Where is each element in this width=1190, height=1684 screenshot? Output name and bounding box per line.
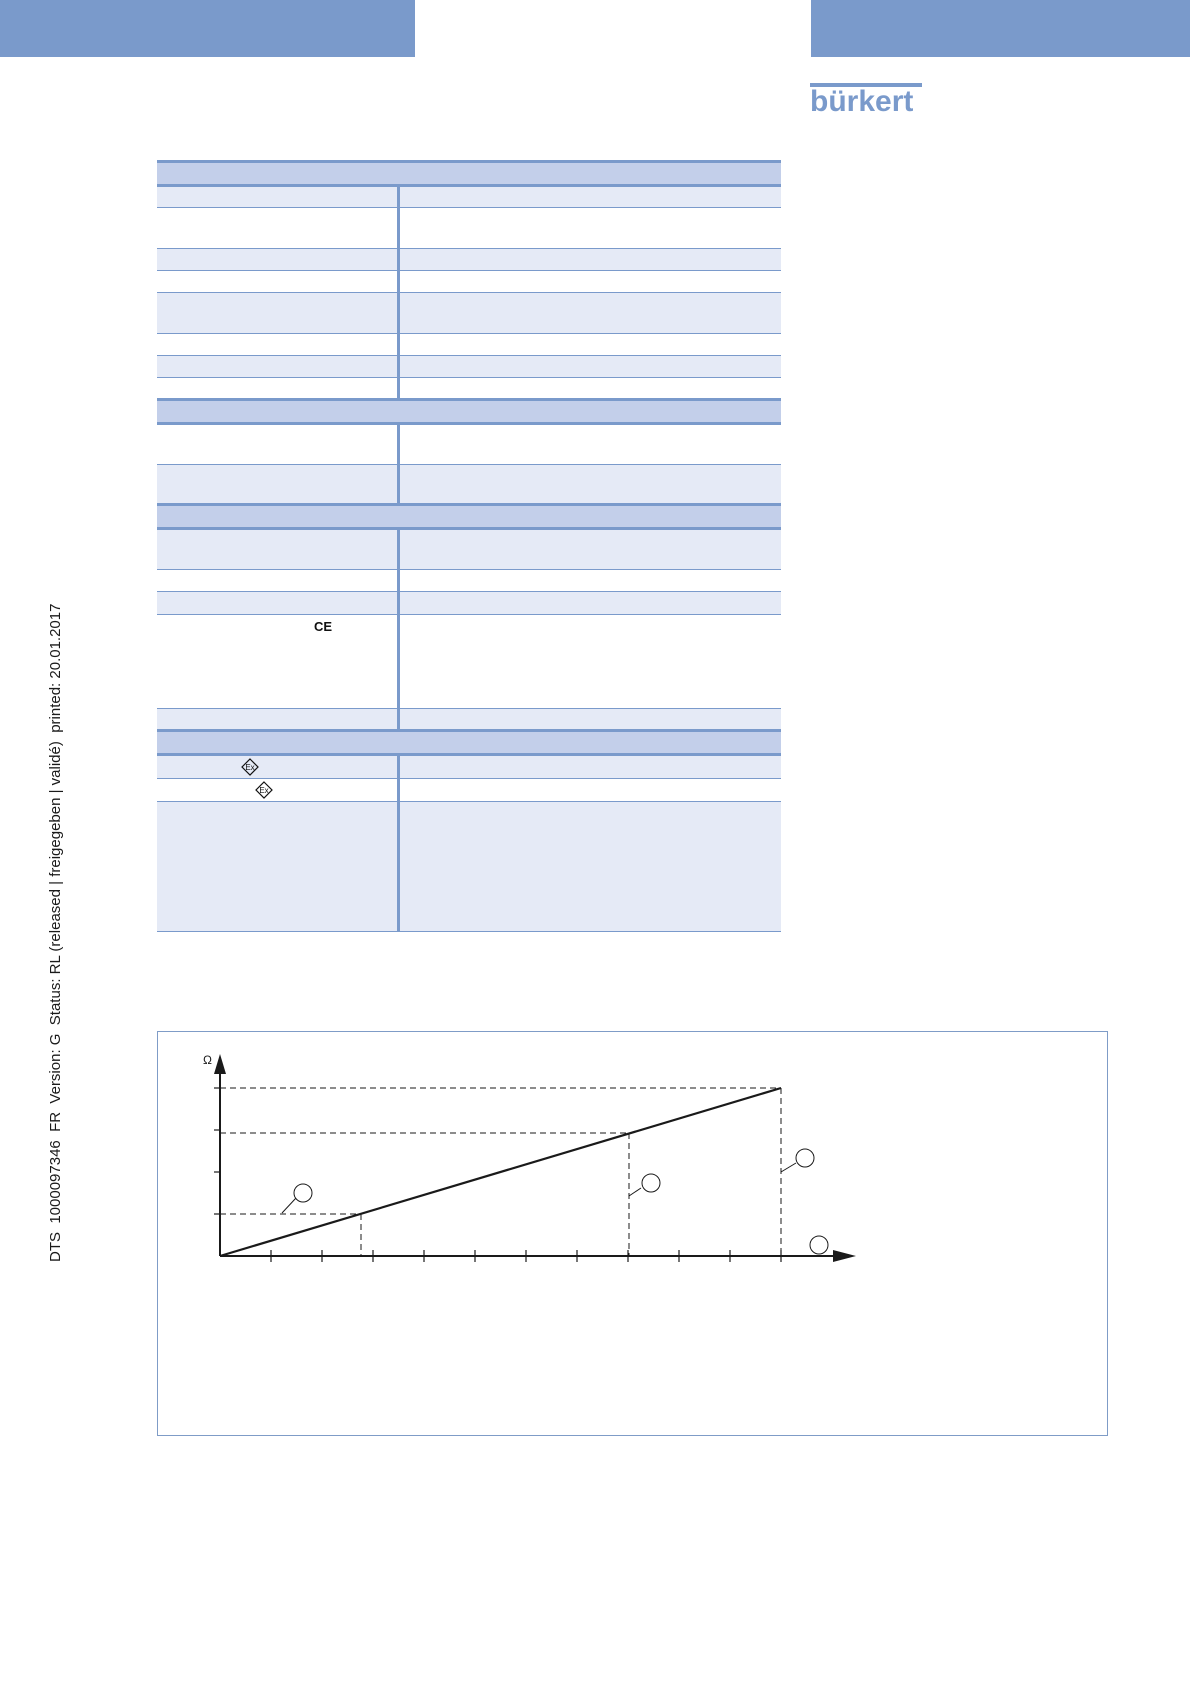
table-row	[157, 802, 781, 932]
ex-mark-icon	[255, 781, 273, 799]
table-section-header	[157, 398, 781, 425]
table-row	[157, 356, 781, 378]
table-row	[157, 187, 781, 208]
resistance-graph	[158, 1032, 1107, 1435]
table-row	[157, 465, 781, 503]
table-row	[157, 334, 781, 356]
table-row	[157, 378, 781, 398]
svg-text:Ex: Ex	[245, 763, 255, 772]
resistance-graph-panel	[157, 1031, 1108, 1436]
characteristic-line	[220, 1088, 781, 1256]
y-axis-arrow	[214, 1054, 226, 1074]
table-row	[157, 271, 781, 293]
table-row	[157, 592, 781, 615]
table-row	[157, 779, 781, 802]
table-row	[157, 208, 781, 249]
logo-text: bürkert	[810, 85, 914, 118]
table-row	[157, 249, 781, 271]
header-band-right	[811, 0, 1190, 57]
x-axis-arrow	[833, 1250, 856, 1262]
table-row	[157, 615, 781, 709]
specification-table	[157, 160, 781, 932]
table-row	[157, 570, 781, 592]
table-row	[157, 756, 781, 779]
table-row	[157, 293, 781, 334]
y-axis-symbol: Ω	[203, 1053, 212, 1067]
table-section-header	[157, 503, 781, 530]
callout-marker	[810, 1236, 828, 1254]
callouts	[282, 1149, 828, 1254]
ce-mark: CE	[314, 619, 333, 634]
header-band-left	[0, 0, 415, 57]
table-row	[157, 530, 781, 570]
ex-mark-icon	[241, 758, 259, 776]
callout-marker	[294, 1184, 312, 1202]
burkert-logo	[810, 83, 922, 119]
table-section-header	[157, 160, 781, 187]
table-row	[157, 425, 781, 465]
table-row	[157, 709, 781, 729]
svg-text:Ex: Ex	[259, 786, 269, 795]
callout-marker	[642, 1174, 660, 1192]
callout-marker	[796, 1149, 814, 1167]
table-section-header	[157, 729, 781, 756]
document-status-note: DTS 1000097346 FR Version: G Status: RL (released | freigegeben | validé) printed: 20.01.2017	[47, 603, 64, 1262]
